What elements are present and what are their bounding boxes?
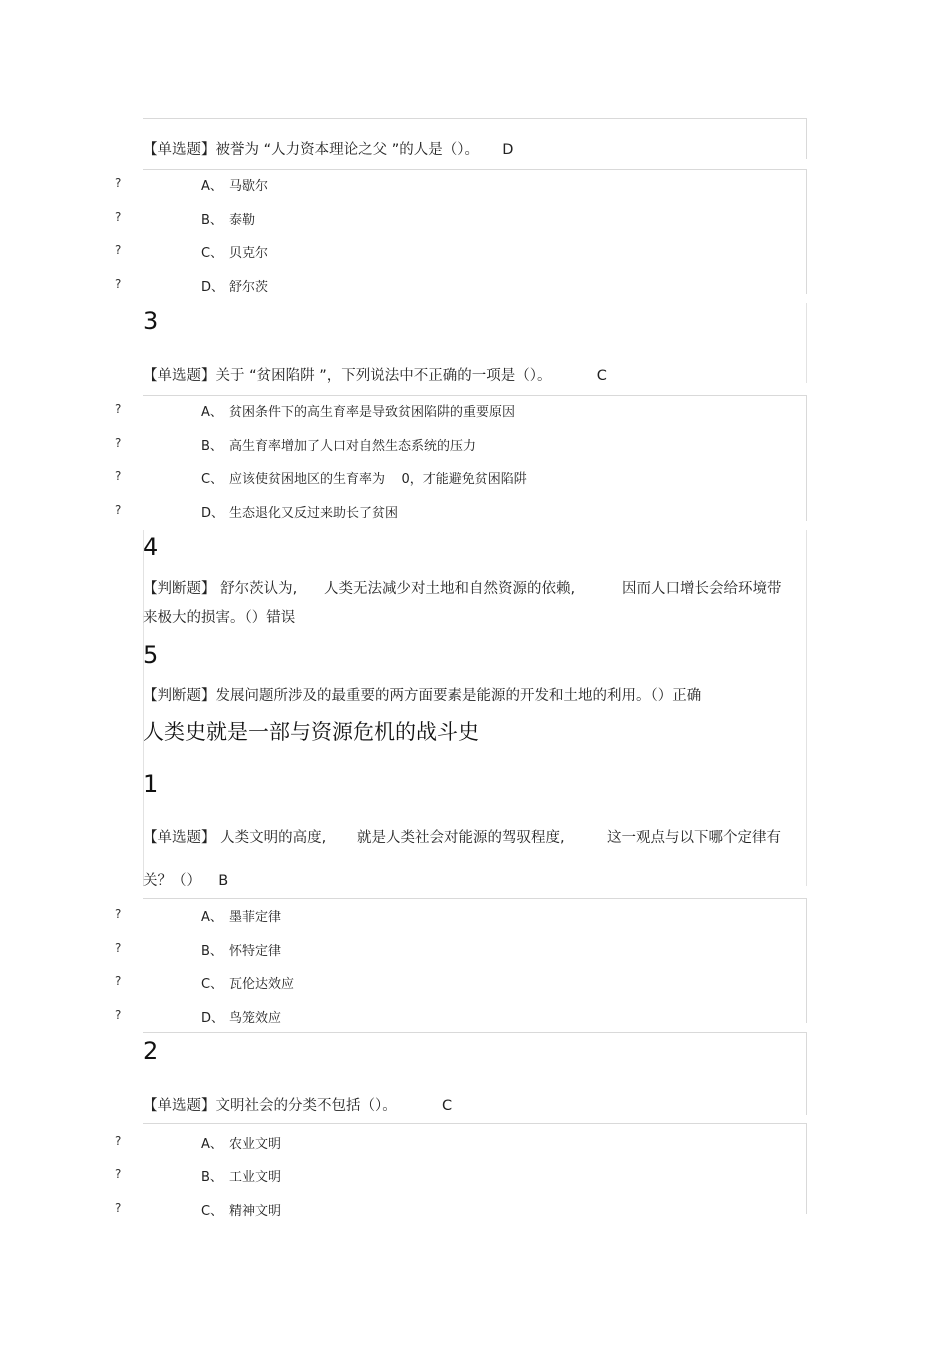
option-marker: ? <box>115 277 122 291</box>
option-letter: D、 <box>201 1011 225 1026</box>
option-marker: ? <box>115 974 122 988</box>
option-letter: D、 <box>201 280 225 295</box>
option-letter: A、 <box>201 1137 223 1152</box>
option-marker: ? <box>115 1201 122 1215</box>
option-letter: B、 <box>201 213 223 228</box>
question-1-answer: D <box>502 142 514 158</box>
option-letter: C、 <box>201 246 224 261</box>
section-question-1-line2 <box>143 869 228 890</box>
section-question-2-text <box>143 1094 452 1115</box>
question-5-text: 【判断题】发展问题所涉及的最重要的两方面要素是能源的开发和土地的利用。（）正确 <box>143 688 702 704</box>
option-letter: A、 <box>201 910 223 925</box>
option-letter: D、 <box>201 506 225 521</box>
option-letter: B、 <box>201 1170 223 1185</box>
option-text: 贫困条件下的高生育率是导致贫困陷阱的重要原因 <box>229 405 516 420</box>
option-marker: ? <box>115 503 122 517</box>
question-4-line2: 来极大的损害。（）错误 <box>143 610 296 626</box>
option-text: 泰勒 <box>229 213 256 228</box>
question-4-number: 4 <box>143 533 159 561</box>
option-text: 舒尔茨 <box>229 280 269 295</box>
option-text: 马歇尔 <box>229 179 269 194</box>
question-3-answer: C <box>596 368 607 384</box>
option-text: 农业文明 <box>229 1137 282 1152</box>
question-4-line1-part3: 因而人口增长会给环境带 <box>622 581 782 597</box>
option-text: 怀特定律 <box>229 944 282 959</box>
question-1-text <box>143 138 513 159</box>
question-4-line1-part2: 人类无法减少对土地和自然资源的依赖, <box>324 581 576 597</box>
option-marker: ? <box>115 176 122 190</box>
section-question-1-number: 1 <box>143 770 159 798</box>
option-letter: A、 <box>201 179 223 194</box>
option-text: 贝克尔 <box>229 246 269 261</box>
option-text: 生态退化又反过来助长了贫困 <box>229 506 399 521</box>
section-question-1-line1-part1: 【单选题】 人类文明的高度, <box>143 830 327 846</box>
option-marker: ? <box>115 941 122 955</box>
question-5-number: 5 <box>143 641 159 669</box>
option-letter: C、 <box>201 472 224 487</box>
section-question-1-line1-part3: 这一观点与以下哪个定律有 <box>607 830 781 846</box>
option-letter: C、 <box>201 977 224 992</box>
option-text: 精神文明 <box>229 1204 282 1219</box>
frame-line-q4-right <box>806 530 807 886</box>
option-letter: C、 <box>201 1204 224 1219</box>
option-marker: ? <box>115 243 122 257</box>
option-letter: A、 <box>201 405 223 420</box>
option-marker: ? <box>115 1134 122 1148</box>
option-marker: ? <box>115 402 122 416</box>
option-text: 工业文明 <box>229 1170 282 1185</box>
option-marker: ? <box>115 1167 122 1181</box>
option-text: 鸟笼效应 <box>229 1011 282 1026</box>
section-question-2-stem: 【单选题】文明社会的分类不包括（）。 <box>143 1098 397 1114</box>
option-marker: ? <box>115 469 122 483</box>
option-letter: B、 <box>201 439 223 454</box>
section-question-2-answer: C <box>441 1098 453 1114</box>
option-marker: ? <box>115 210 122 224</box>
question-3-number: 3 <box>143 307 159 335</box>
option-text: 瓦伦达效应 <box>229 977 295 992</box>
question-4-line1-part1: 【判断题】 舒尔茨认为, <box>143 581 298 597</box>
option-text: 应该使贫困地区的生育率为 0，才能避免贫困陷阱 <box>229 472 527 487</box>
section-title: 人类史就是一部与资源危机的战斗史 <box>143 720 479 744</box>
question-1-stem: 【单选题】被誉为 “人力资本理论之父 ”的人是（）。 <box>143 142 479 158</box>
frame-line-q3 <box>806 303 807 383</box>
option-marker: ? <box>115 436 122 450</box>
option-text: 高生育率增加了人口对自然生态系统的压力 <box>229 439 477 454</box>
option-letter: B、 <box>201 944 223 959</box>
question-3-text <box>143 364 607 385</box>
question-3-stem: 【单选题】关于 “贫困陷阱 ”，下列说法中不正确的一项是（）。 <box>143 368 552 384</box>
option-marker: ? <box>115 1008 122 1022</box>
option-marker: ? <box>115 907 122 921</box>
section-question-1-answer: B <box>218 873 229 889</box>
section-question-1-line1-part2: 就是人类社会对能源的驾驭程度, <box>357 830 565 846</box>
section-question-1-tail: 关？（） <box>143 873 201 889</box>
section-question-2-number: 2 <box>143 1037 159 1065</box>
option-text: 墨菲定律 <box>229 910 282 925</box>
